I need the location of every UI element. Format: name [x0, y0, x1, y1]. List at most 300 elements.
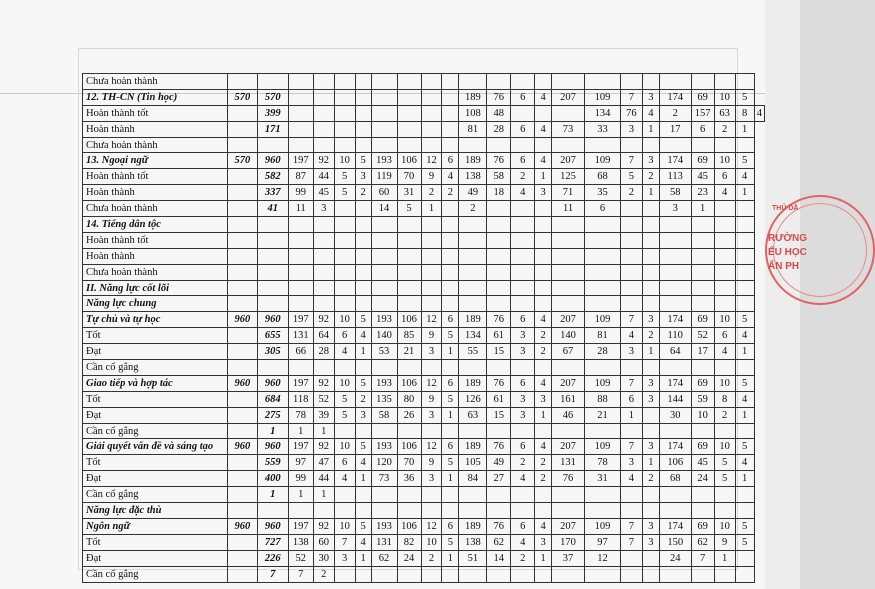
- table-cell: [691, 487, 714, 503]
- table-cell: 134: [459, 328, 487, 344]
- table-cell: [735, 566, 754, 582]
- table-cell: [585, 74, 621, 90]
- row-label: Ngôn ngữ: [83, 518, 228, 534]
- table-cell: [227, 360, 257, 376]
- table-cell: [735, 248, 754, 264]
- table-cell: 44: [313, 471, 334, 487]
- table-cell: 105: [459, 455, 487, 471]
- table-cell: 2: [535, 455, 552, 471]
- table-cell: 1: [535, 550, 552, 566]
- table-cell: [487, 280, 511, 296]
- table-cell: 12: [421, 312, 442, 328]
- table-cell: 106: [397, 375, 421, 391]
- table-cell: 207: [552, 153, 585, 169]
- table-cell: [442, 360, 459, 376]
- table-cell: [288, 503, 313, 519]
- table-cell: 189: [459, 439, 487, 455]
- table-cell: 10: [334, 153, 355, 169]
- table-cell: 207: [552, 439, 585, 455]
- table-cell: [511, 248, 535, 264]
- table-cell: [511, 201, 535, 217]
- table-cell: [371, 503, 397, 519]
- table-cell: 45: [691, 455, 714, 471]
- table-cell: [355, 201, 371, 217]
- table-cell: [487, 423, 511, 439]
- table-cell: 5: [355, 518, 371, 534]
- table-cell: 52: [288, 550, 313, 566]
- table-cell: [511, 105, 535, 121]
- table-cell: [714, 423, 735, 439]
- table-cell: [642, 280, 659, 296]
- table-cell: [714, 360, 735, 376]
- table-cell: [511, 74, 535, 90]
- table-cell: 81: [585, 328, 621, 344]
- table-cell: [659, 503, 691, 519]
- table-cell: [585, 280, 621, 296]
- table-row: [83, 407, 765, 423]
- table-cell: 76: [487, 439, 511, 455]
- table-cell: 69: [691, 153, 714, 169]
- table-cell: 197: [288, 375, 313, 391]
- table-cell: [511, 217, 535, 233]
- table-cell: 10: [714, 153, 735, 169]
- table-cell: 189: [459, 153, 487, 169]
- table-cell: [585, 360, 621, 376]
- table-cell: [691, 264, 714, 280]
- table-cell: 960: [227, 375, 257, 391]
- row-label: Hoàn thành tốt: [83, 169, 228, 185]
- table-cell: 110: [659, 328, 691, 344]
- table-cell: 960: [227, 439, 257, 455]
- table-cell: 2: [714, 121, 735, 137]
- table-cell: 92: [313, 375, 334, 391]
- table-cell: [227, 391, 257, 407]
- table-cell: [421, 89, 442, 105]
- table-cell: [355, 74, 371, 90]
- table-cell: 1: [257, 487, 288, 503]
- table-cell: 171: [257, 121, 288, 137]
- table-cell: [442, 503, 459, 519]
- table-cell: 4: [355, 328, 371, 344]
- table-cell: 144: [659, 391, 691, 407]
- table-cell: 7: [288, 566, 313, 582]
- table-cell: 7: [620, 518, 642, 534]
- table-cell: 10: [334, 518, 355, 534]
- table-cell: 125: [552, 169, 585, 185]
- table-cell: 6: [442, 518, 459, 534]
- table-cell: [735, 296, 754, 312]
- table-cell: 59: [691, 391, 714, 407]
- table-row: [83, 121, 765, 137]
- table-cell: [735, 360, 754, 376]
- table-cell: 2: [535, 328, 552, 344]
- table-cell: [397, 217, 421, 233]
- table-cell: 193: [371, 312, 397, 328]
- table-row: [83, 217, 765, 233]
- table-cell: [442, 248, 459, 264]
- table-cell: 7: [257, 566, 288, 582]
- table-cell: [421, 248, 442, 264]
- table-cell: 92: [313, 312, 334, 328]
- table-cell: [227, 217, 257, 233]
- stamp-text-3: ẾU HỌC: [768, 247, 807, 258]
- table-cell: [288, 137, 313, 153]
- row-label: Giao tiếp và hợp tác: [83, 375, 228, 391]
- table-cell: 5: [714, 471, 735, 487]
- table-cell: [642, 550, 659, 566]
- table-cell: [511, 264, 535, 280]
- row-label: Năng lực chung: [83, 296, 228, 312]
- table-cell: [355, 264, 371, 280]
- table-cell: [585, 264, 621, 280]
- table-cell: [487, 566, 511, 582]
- table-cell: 2: [421, 550, 442, 566]
- table-cell: [487, 296, 511, 312]
- table-cell: 76: [487, 89, 511, 105]
- table-cell: [421, 566, 442, 582]
- table-row: [83, 105, 765, 121]
- table-cell: [442, 121, 459, 137]
- table-cell: 570: [257, 89, 288, 105]
- table-cell: [442, 280, 459, 296]
- table-cell: 80: [397, 391, 421, 407]
- table-cell: [288, 74, 313, 90]
- table-cell: 170: [552, 534, 585, 550]
- table-cell: [288, 280, 313, 296]
- table-cell: 131: [552, 455, 585, 471]
- table-cell: 3: [620, 455, 642, 471]
- table-cell: 4: [535, 121, 552, 137]
- table-row: [83, 518, 765, 534]
- table-cell: 5: [334, 407, 355, 423]
- table-cell: [714, 74, 735, 90]
- table-cell: [691, 248, 714, 264]
- table-cell: 3: [511, 391, 535, 407]
- table-cell: [585, 487, 621, 503]
- table-cell: 88: [585, 391, 621, 407]
- table-cell: [620, 74, 642, 90]
- table-cell: 5: [355, 375, 371, 391]
- table-cell: [620, 487, 642, 503]
- table-cell: 5: [735, 534, 754, 550]
- table-cell: [334, 137, 355, 153]
- table-cell: 5: [735, 89, 754, 105]
- table-cell: 45: [313, 185, 334, 201]
- table-cell: [421, 74, 442, 90]
- table-cell: [371, 360, 397, 376]
- table-cell: [659, 74, 691, 90]
- table-cell: 69: [691, 518, 714, 534]
- row-label: Cần cố gắng: [83, 487, 228, 503]
- row-label: Cần cố gắng: [83, 423, 228, 439]
- row-label: Tốt: [83, 455, 228, 471]
- table-cell: [355, 280, 371, 296]
- table-cell: 4: [511, 534, 535, 550]
- table-cell: [620, 566, 642, 582]
- table-cell: 10: [334, 439, 355, 455]
- table-cell: 305: [257, 344, 288, 360]
- table-cell: 69: [691, 89, 714, 105]
- table-cell: 5: [355, 312, 371, 328]
- table-cell: [691, 280, 714, 296]
- table-cell: 6: [714, 328, 735, 344]
- table-cell: 1: [735, 344, 754, 360]
- table-cell: 1: [620, 407, 642, 423]
- table-cell: 207: [552, 518, 585, 534]
- table-cell: [371, 487, 397, 503]
- table-cell: 67: [552, 344, 585, 360]
- table-cell: [585, 232, 621, 248]
- table-cell: [227, 201, 257, 217]
- table-cell: 1: [735, 185, 754, 201]
- row-label: 13. Ngoại ngữ: [83, 153, 228, 169]
- table-cell: [397, 566, 421, 582]
- table-cell: 582: [257, 169, 288, 185]
- table-cell: 138: [459, 534, 487, 550]
- table-cell: [511, 296, 535, 312]
- table-cell: [714, 248, 735, 264]
- table-cell: [355, 137, 371, 153]
- table-cell: [257, 264, 288, 280]
- table-cell: 28: [585, 344, 621, 360]
- table-row: [83, 471, 765, 487]
- table-cell: [642, 137, 659, 153]
- table-cell: 174: [659, 89, 691, 105]
- table-cell: [371, 121, 397, 137]
- table-cell: [642, 423, 659, 439]
- table-cell: 24: [691, 471, 714, 487]
- table-cell: 73: [552, 121, 585, 137]
- table-cell: [535, 248, 552, 264]
- table-cell: 150: [659, 534, 691, 550]
- table-cell: 3: [642, 534, 659, 550]
- table-cell: 5: [334, 391, 355, 407]
- table-cell: [257, 360, 288, 376]
- table-cell: 1: [421, 201, 442, 217]
- table-cell: 17: [691, 344, 714, 360]
- table-cell: 1: [535, 407, 552, 423]
- table-cell: [355, 360, 371, 376]
- table-cell: 109: [585, 439, 621, 455]
- table-cell: 10: [334, 312, 355, 328]
- table-cell: [459, 296, 487, 312]
- table-cell: 58: [659, 185, 691, 201]
- table-cell: [334, 232, 355, 248]
- table-cell: [371, 217, 397, 233]
- table-cell: [552, 487, 585, 503]
- table-cell: [735, 201, 754, 217]
- table-cell: [735, 423, 754, 439]
- table-cell: [442, 217, 459, 233]
- table-row: [83, 487, 765, 503]
- table-cell: 960: [227, 312, 257, 328]
- table-cell: 18: [487, 185, 511, 201]
- table-cell: [397, 280, 421, 296]
- table-row: [83, 201, 765, 217]
- table-cell: [535, 423, 552, 439]
- table-cell: [442, 487, 459, 503]
- table-cell: [397, 89, 421, 105]
- table-row: [83, 280, 765, 296]
- table-cell: 3: [421, 471, 442, 487]
- table-cell: 960: [257, 518, 288, 534]
- table-cell: 69: [691, 439, 714, 455]
- table-row: [83, 232, 765, 248]
- table-row: [83, 455, 765, 471]
- table-cell: [355, 89, 371, 105]
- table-cell: [459, 503, 487, 519]
- row-label: Hoàn thành: [83, 185, 228, 201]
- table-cell: 17: [659, 121, 691, 137]
- table-cell: 6: [511, 312, 535, 328]
- table-cell: [552, 566, 585, 582]
- table-cell: 109: [585, 89, 621, 105]
- table-cell: 193: [371, 439, 397, 455]
- table-cell: [511, 232, 535, 248]
- table-cell: [288, 121, 313, 137]
- table-row: [83, 185, 765, 201]
- table-cell: 6: [511, 375, 535, 391]
- table-cell: 6: [620, 391, 642, 407]
- table-cell: 6: [334, 455, 355, 471]
- table-cell: 31: [397, 185, 421, 201]
- table-cell: [397, 487, 421, 503]
- table-cell: 10: [714, 518, 735, 534]
- table-cell: 207: [552, 312, 585, 328]
- table-cell: [288, 264, 313, 280]
- table-cell: [257, 503, 288, 519]
- table-row: [83, 566, 765, 582]
- table-cell: 21: [585, 407, 621, 423]
- table-cell: [313, 89, 334, 105]
- table-cell: [442, 89, 459, 105]
- row-label: Đạt: [83, 407, 228, 423]
- table-cell: 4: [735, 391, 754, 407]
- table-cell: [535, 137, 552, 153]
- table-cell: [620, 137, 642, 153]
- table-cell: [659, 217, 691, 233]
- table-cell: [227, 296, 257, 312]
- table-cell: 1: [642, 121, 659, 137]
- table-cell: 92: [313, 439, 334, 455]
- table-cell: [642, 201, 659, 217]
- table-cell: [714, 280, 735, 296]
- table-cell: 960: [257, 439, 288, 455]
- table-cell: [620, 550, 642, 566]
- table-row: [83, 296, 765, 312]
- table-cell: 44: [313, 169, 334, 185]
- table-cell: 6: [442, 375, 459, 391]
- table-cell: 6: [585, 201, 621, 217]
- table-cell: 3: [659, 201, 691, 217]
- row-label: Đạt: [83, 471, 228, 487]
- table-row: [83, 375, 765, 391]
- table-cell: [421, 232, 442, 248]
- row-label: Tốt: [83, 328, 228, 344]
- table-cell: [227, 232, 257, 248]
- table-cell: 10: [691, 407, 714, 423]
- row-label: Hoàn thành tốt: [83, 105, 228, 121]
- table-cell: [227, 344, 257, 360]
- table-cell: [585, 423, 621, 439]
- table-cell: 6: [442, 439, 459, 455]
- table-cell: 2: [535, 344, 552, 360]
- row-label: Chưa hoàn thành: [83, 264, 228, 280]
- table-cell: 1: [442, 407, 459, 423]
- table-cell: [227, 455, 257, 471]
- table-cell: 2: [442, 185, 459, 201]
- table-cell: [371, 264, 397, 280]
- table-cell: 4: [714, 344, 735, 360]
- table-cell: [552, 423, 585, 439]
- table-cell: 14: [487, 550, 511, 566]
- table-cell: 1: [355, 550, 371, 566]
- table-cell: [288, 89, 313, 105]
- table-cell: 4: [620, 471, 642, 487]
- table-cell: [535, 74, 552, 90]
- table-cell: 106: [397, 439, 421, 455]
- table-cell: 6: [442, 153, 459, 169]
- table-cell: 76: [487, 375, 511, 391]
- table-cell: 31: [585, 471, 621, 487]
- table-cell: [659, 137, 691, 153]
- table-cell: [691, 360, 714, 376]
- table-cell: 53: [371, 344, 397, 360]
- table-cell: [714, 264, 735, 280]
- table-cell: 1: [691, 201, 714, 217]
- table-cell: 4: [735, 328, 754, 344]
- statistics-table: [82, 73, 765, 583]
- table-cell: [397, 423, 421, 439]
- table-cell: [355, 217, 371, 233]
- table-cell: [442, 137, 459, 153]
- table-cell: 97: [288, 455, 313, 471]
- table-cell: 207: [552, 375, 585, 391]
- table-cell: [535, 503, 552, 519]
- table-cell: 3: [421, 407, 442, 423]
- table-cell: 7: [691, 550, 714, 566]
- table-cell: [355, 232, 371, 248]
- table-cell: 189: [459, 89, 487, 105]
- table-cell: 4: [511, 471, 535, 487]
- table-cell: 1: [288, 423, 313, 439]
- table-cell: 21: [397, 344, 421, 360]
- table-cell: [659, 280, 691, 296]
- table-cell: 1: [288, 487, 313, 503]
- table-cell: [735, 487, 754, 503]
- table-cell: 1: [735, 121, 754, 137]
- row-label: Tốt: [83, 391, 228, 407]
- row-label: Giải quyết vấn đề và sáng tạo: [83, 439, 228, 455]
- table-cell: [642, 264, 659, 280]
- table-cell: [535, 201, 552, 217]
- table-cell: 14: [371, 201, 397, 217]
- table-cell: [355, 566, 371, 582]
- stamp-text-1: THỦ DẦ: [772, 205, 799, 212]
- table-cell: 960: [257, 312, 288, 328]
- table-cell: 7: [620, 153, 642, 169]
- table-cell: [642, 503, 659, 519]
- table-cell: 27: [487, 471, 511, 487]
- table-cell: 26: [397, 407, 421, 423]
- table-cell: [257, 137, 288, 153]
- table-cell: [659, 360, 691, 376]
- table-cell: [371, 296, 397, 312]
- table-cell: [535, 264, 552, 280]
- table-cell: 12: [421, 518, 442, 534]
- table-cell: 52: [691, 328, 714, 344]
- table-cell: [659, 423, 691, 439]
